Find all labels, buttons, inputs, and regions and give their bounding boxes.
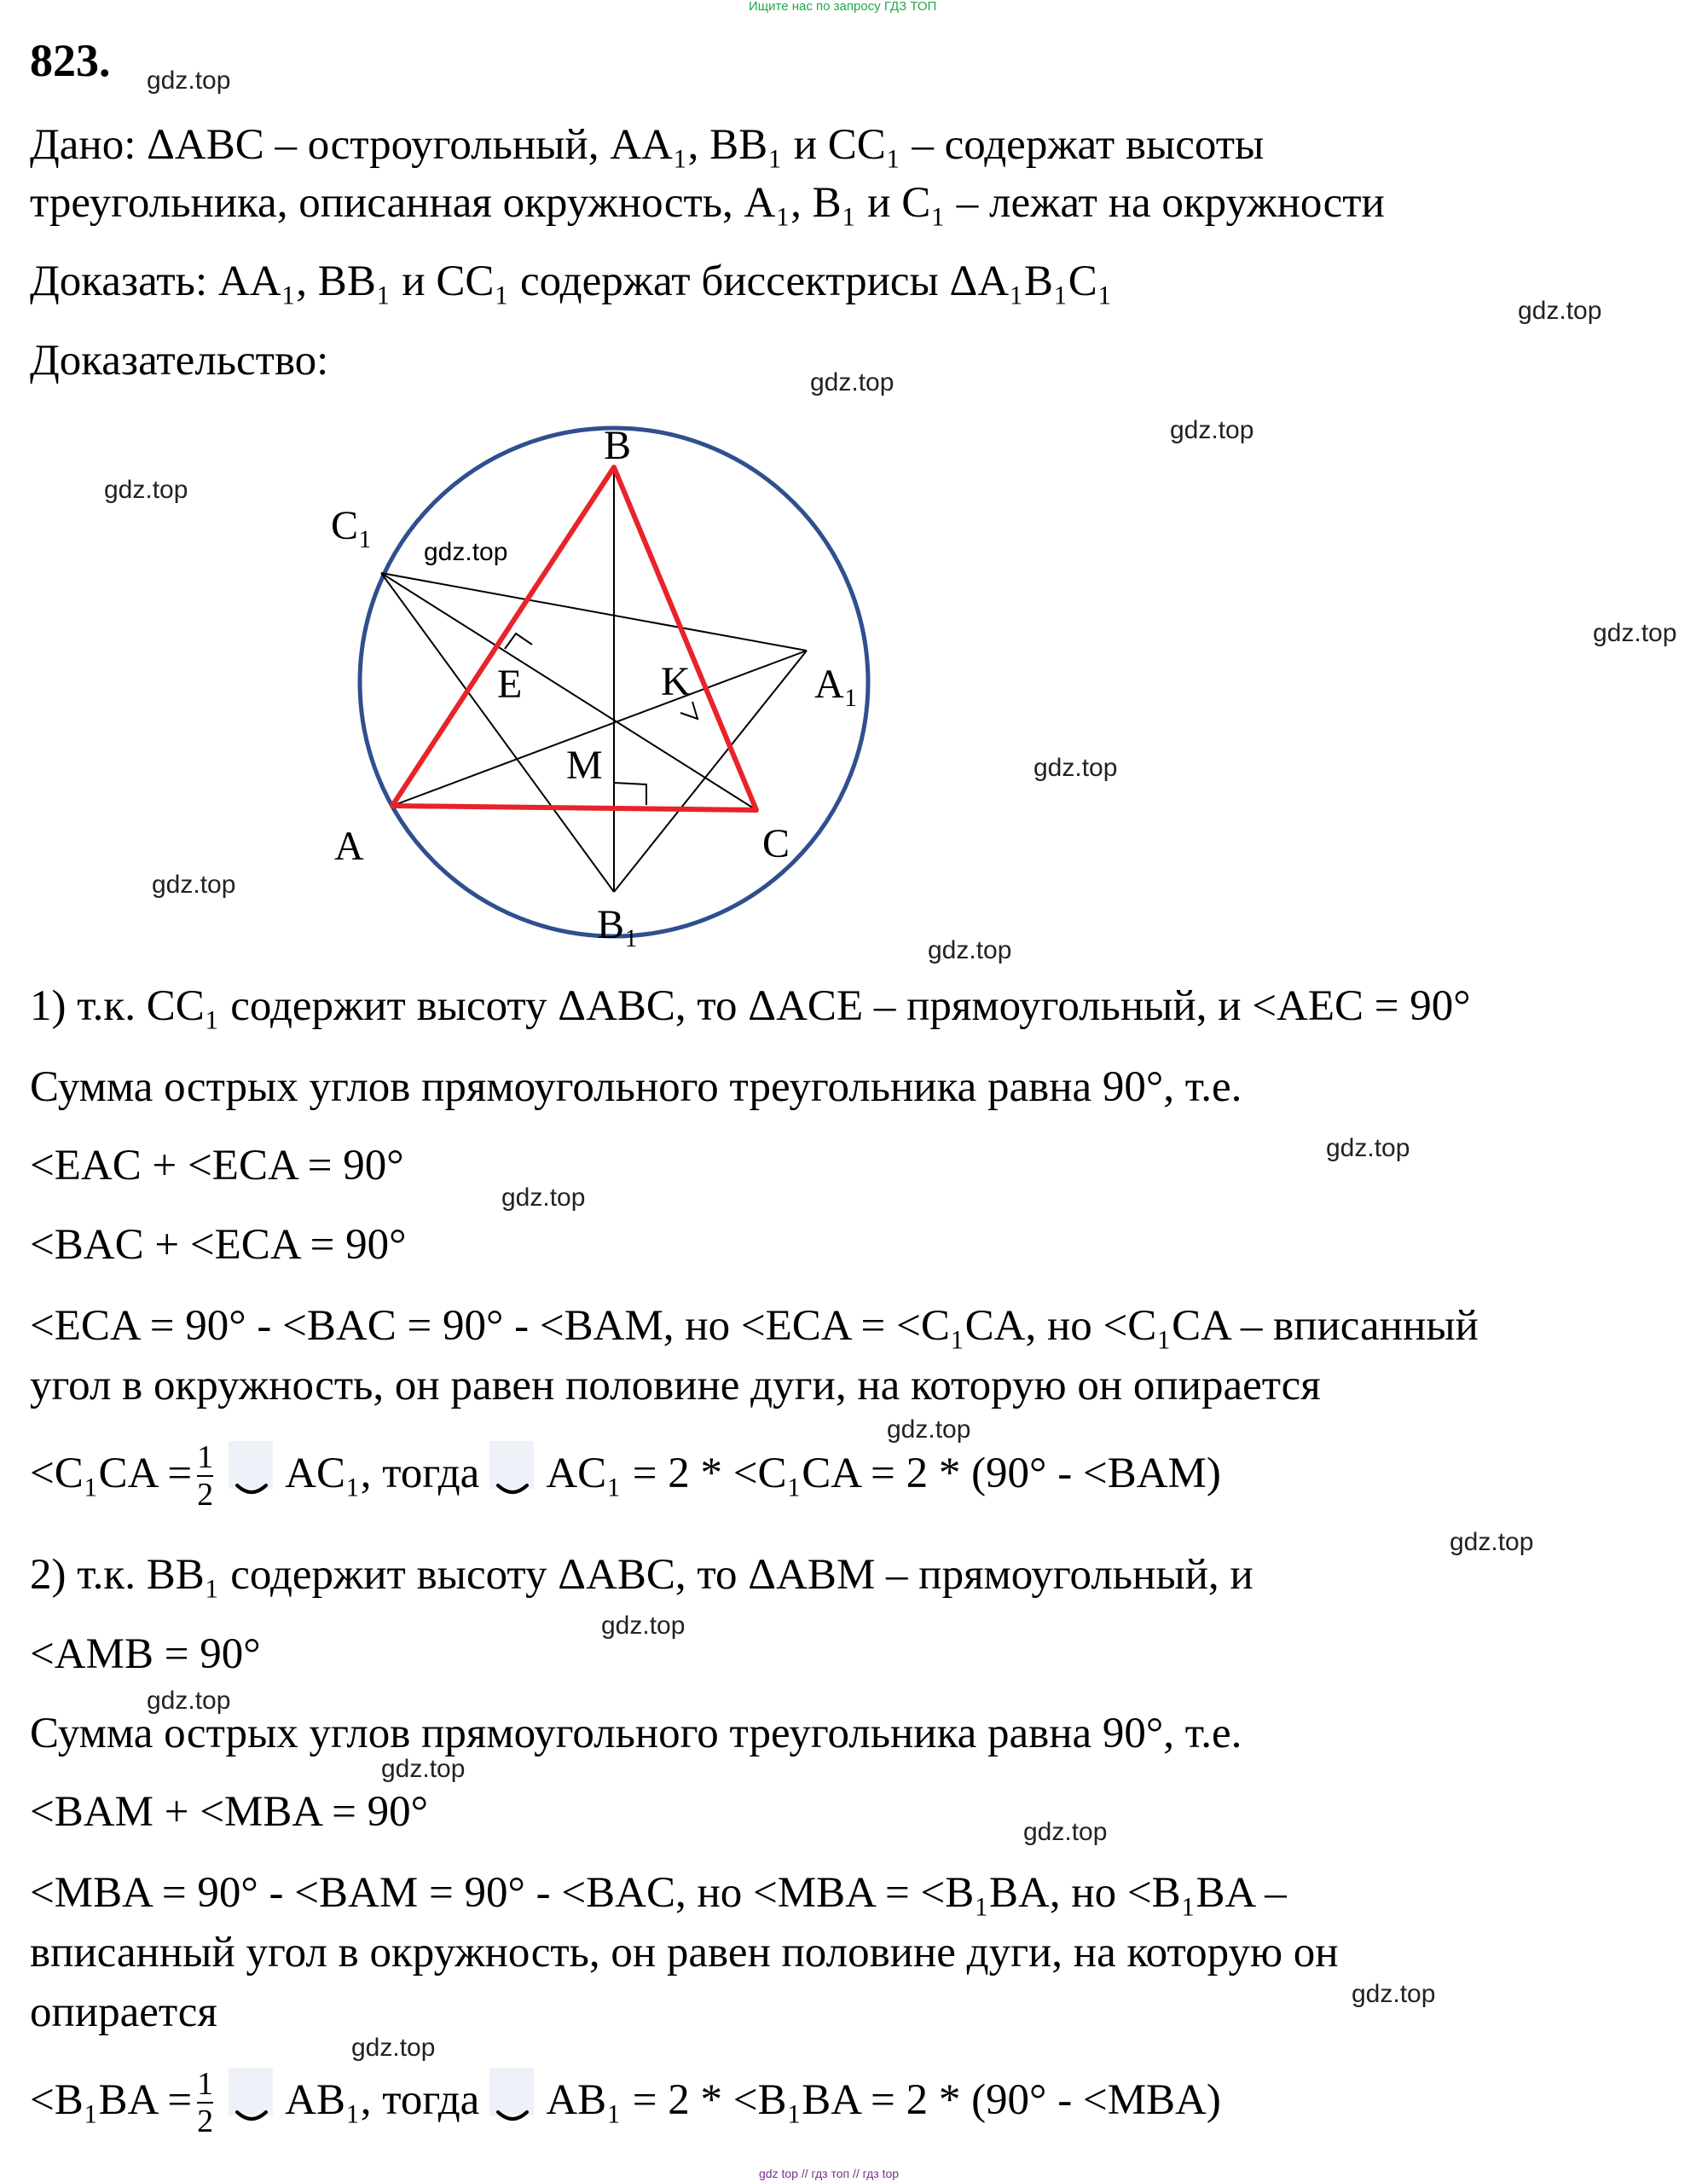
label-E: E bbox=[497, 662, 523, 707]
step1-line-6: угол в окружность, он равен половине дуги, на которую он опирается bbox=[30, 1362, 1321, 1409]
given-line-2: треугольника, описанная окружность, A₁, B₁ и C₁ – лежат на окружности bbox=[30, 179, 1385, 227]
watermark: gdz.top bbox=[1518, 297, 1602, 325]
watermark: gdz.top bbox=[1352, 1980, 1436, 2008]
watermark: gdz.top bbox=[810, 368, 895, 396]
label-C: C bbox=[762, 821, 790, 866]
arc-symbol bbox=[486, 2068, 539, 2127]
watermark: gdz.top bbox=[887, 1415, 971, 1444]
watermark: gdz.top bbox=[1023, 1818, 1108, 1846]
given-line-1: Дано: ΔABC – остроугольный, AA₁, BB₁ и CC₁ – содержат высоты bbox=[30, 121, 1265, 169]
label-B1: B₁ bbox=[597, 902, 639, 947]
formula-1-lhs: <C₁CA = bbox=[30, 1450, 193, 1497]
step2-line-6: вписанный угол в окружность, он равен половине дуги, на которую он bbox=[30, 1929, 1339, 1977]
one-half-fraction: $\frac{1}{2}$ bbox=[197, 1439, 214, 1514]
label-K: K bbox=[661, 659, 691, 704]
step1-line-4: <BAC + <ECA = 90° bbox=[30, 1221, 407, 1269]
watermark: gdz.top bbox=[501, 1184, 586, 1212]
formula-1-arc-part-1: AC₁, тогда bbox=[285, 1450, 480, 1497]
step2-line-4: <BAM + <MBA = 90° bbox=[30, 1788, 429, 1836]
watermark: gdz.top bbox=[928, 936, 1012, 964]
watermark: gdz.top bbox=[152, 871, 236, 899]
top-banner[interactable]: Ищите нас по запросу ГДЗ ТОП bbox=[749, 0, 937, 14]
watermark: gdz.top bbox=[104, 476, 188, 504]
watermark: gdz.top bbox=[1450, 1528, 1534, 1556]
step2-line-7: опирается bbox=[30, 1988, 217, 2036]
step2-line-1: 2) т.к. BB₁ содержит высоту ΔABC, то ΔABM – прямоугольный, и bbox=[30, 1551, 1253, 1599]
formula-1-arc-part-2: AC₁ = 2 * <C₁CA = 2 * (90° - <BAM) bbox=[546, 1450, 1221, 1497]
formula-2-lhs: <B₁BA = bbox=[30, 2076, 193, 2124]
formula-2-arc-part-2: AB₁ = 2 * <B₁BA = 2 * (90° - <MBA) bbox=[546, 2076, 1221, 2124]
watermark: gdz.top bbox=[147, 1687, 231, 1715]
proof-heading: Доказательство: bbox=[30, 337, 329, 385]
formula-1 bbox=[30, 1441, 1221, 1513]
auxiliary-lines bbox=[381, 467, 807, 892]
watermark: gdz.top bbox=[147, 67, 231, 95]
step2-line-5: <MBA = 90° - <BAM = 90° - <BAC, но <MBA = <B₁BA, но <B₁BA – bbox=[30, 1869, 1287, 1917]
footer-links[interactable]: gdz top // гдз топ // гдз top bbox=[759, 2167, 900, 2180]
watermark: gdz.top bbox=[351, 2034, 436, 2062]
watermark: gdz.top bbox=[1326, 1134, 1410, 1162]
label-C1: C₁ bbox=[331, 503, 373, 548]
step2-line-3: Сумма острых углов прямоугольного треугольника равна 90°, т.е. bbox=[30, 1710, 1242, 1757]
formula-2-arc-part-1: AB₁, тогда bbox=[285, 2076, 480, 2124]
step1-line-2: Сумма острых углов прямоугольного треугольника равна 90°, т.е. bbox=[30, 1063, 1242, 1111]
formula-2 bbox=[30, 2068, 1221, 2139]
watermark: gdz.top bbox=[1033, 754, 1118, 782]
step1-line-5: <ECA = 90° - <BAC = 90° - <BAM, но <ECA = <C₁CA, но <C₁CA – вписанный bbox=[30, 1302, 1479, 1350]
line-C1-A1 bbox=[381, 573, 807, 651]
watermark: gdz.top bbox=[424, 538, 508, 566]
watermark: gdz.top bbox=[1593, 619, 1677, 647]
label-B: B bbox=[604, 423, 632, 468]
right-angle-mark-K bbox=[680, 702, 698, 719]
problem-number: 823. bbox=[30, 35, 111, 86]
arc-symbol bbox=[486, 1441, 539, 1501]
label-M: M bbox=[566, 743, 603, 788]
label-A1: A₁ bbox=[814, 662, 859, 707]
arc-symbol bbox=[225, 1441, 278, 1501]
right-angle-mark-E bbox=[505, 634, 532, 649]
prove-line: Доказать: AA₁, BB₁ и CC₁ содержат биссектрисы ΔA₁B₁C₁ bbox=[30, 258, 1113, 305]
right-angle-mark-M bbox=[614, 783, 646, 805]
arc-symbol bbox=[225, 2068, 278, 2127]
one-half-fraction: $\frac{1}{2}$ bbox=[197, 2066, 214, 2140]
watermark: gdz.top bbox=[1170, 416, 1254, 444]
watermark: gdz.top bbox=[601, 1612, 686, 1640]
step1-line-3: <EAC + <ECA = 90° bbox=[30, 1142, 404, 1189]
step2-line-2: <AMB = 90° bbox=[30, 1630, 261, 1678]
watermark: gdz.top bbox=[381, 1755, 466, 1783]
label-A: A bbox=[334, 824, 364, 869]
step1-line-1: 1) т.к. CC₁ содержит высоту ΔABC, то ΔACE – прямоугольный, и <AEC = 90° bbox=[30, 982, 1471, 1030]
